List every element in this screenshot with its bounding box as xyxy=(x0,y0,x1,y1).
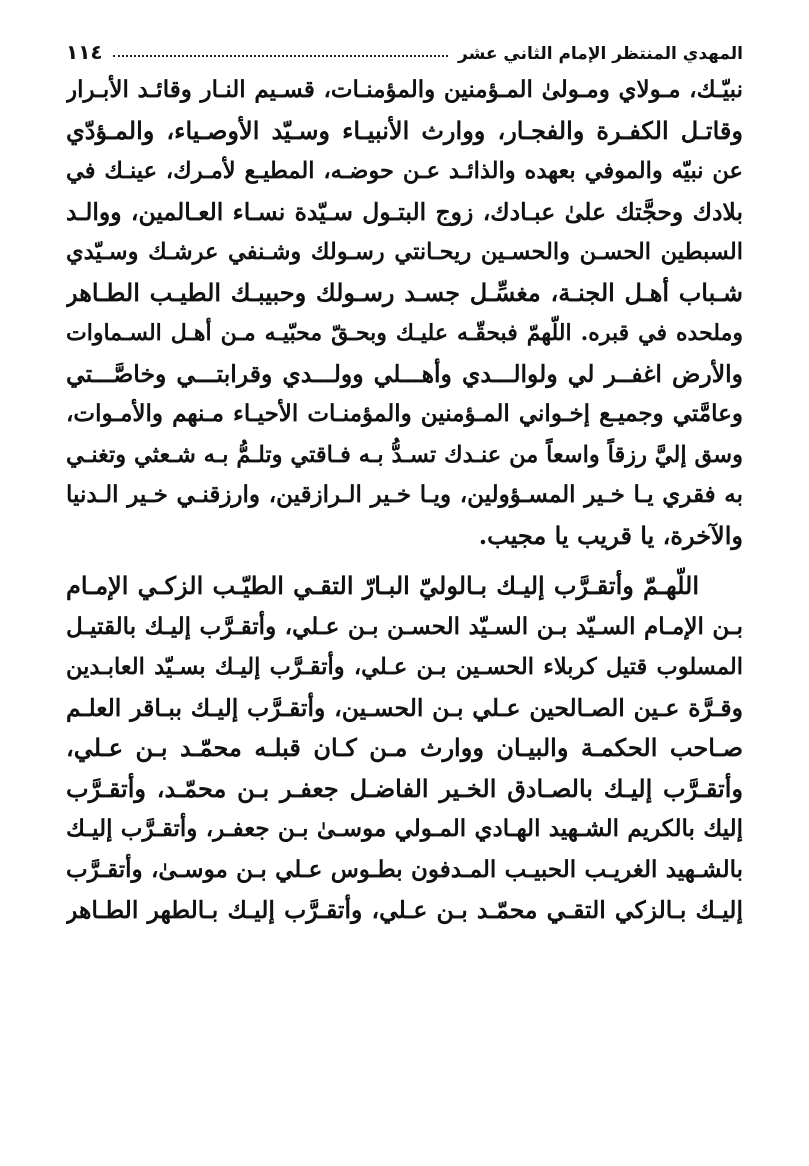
text-line: السبطين الحسـن والحسـين ريحـانتي رسـولك وشـنفي عرشـك وسـيّدي xyxy=(66,239,743,265)
text-line: وسق إليَّ رزقاً واسعاً من عنـدك تسـدُّ بـه فـاقتي وتلـمُّ بـه شـعثي وتغنـي xyxy=(66,441,743,468)
text-line: به فقري يـا خـير المسـؤولين، ويـا خـير الـرازقين، وارزقنـي خـير الـدنيا xyxy=(66,481,743,508)
text-line: بـن الإمـام السـيّد بـن السـيّد الحسـن بـن عـلي، وأتقـرَّب إليـك بالقتيـل xyxy=(66,612,743,640)
text-line: وقاتـل الكفـرة والفجـار، ووارث الأنبيـاء وسـيّد الأوصـياء، والمـؤدّي xyxy=(66,115,743,145)
text-line: والآخرة، يا قريب يا مجيب. xyxy=(478,520,743,550)
text-line: عن نبيّه والموفي بعهده والذائـد عـن حوضـه، المطيـع لأمـرك، عينـك في xyxy=(66,158,743,184)
page-header xyxy=(66,28,743,64)
paragraph-spacer xyxy=(66,556,743,566)
text-line: اللّهـمّ وأتقـرَّب إليـك بـالوليّ البـارّ التقـي الطيّـب الزكـي الإمـام xyxy=(66,571,699,600)
text-line: المسلوب قتيل كربلاء الحسـين بـن عـلي، وأتقـرَّب إليـك بسـيّد العابـدين xyxy=(66,654,743,680)
text-line: إليك بالكريم الشـهيد الهـادي المـولي موسـىٰ بـن جعفـر، وأتقـرَّب إليـك xyxy=(66,815,743,842)
text-line: بالشـهيد الغريـب الحبيـب المـدفون بطـوس عـلي بـن موسـىٰ، وأتقـرَّب xyxy=(66,855,743,883)
text-line: وأتقـرَّب إليـك بالصـادق الخـير الفاضـل جعفـر بـن محمّـد، وأتقـرَّب xyxy=(66,773,743,803)
page-number: ١١٤ xyxy=(66,40,103,64)
text-line: نبيّـك، مـولاي ومـولىٰ المـؤمنين والمؤمنـات، قسـيم النـار وقائـد الأبـرار xyxy=(66,76,743,103)
paragraph-2 xyxy=(66,566,743,931)
paragraph-1 xyxy=(66,70,743,556)
text-line: صـاحب الحكمـة والبيـان ووارث مـن كـان قبلـه محمّـد بـن عـلي، xyxy=(66,733,743,762)
text-line: بلادك وحجَّتك علىٰ عبـادك، زوج البتـول سـيّدة نسـاء العـالمين، ووالـد xyxy=(66,197,743,226)
running-title: المهدي المنتظر الإمام الثاني عشر xyxy=(458,44,743,64)
text-line: شـباب أهـل الجنـة، مغسِّـل جسـد رسـولك وحبيبـك الطيـب الطـاهر xyxy=(66,277,743,307)
text-line: والأرض اغفــر لي ولوالـــدي وأهـــلي وولـــدي وقرابتـــي وخاصَّـــتي xyxy=(66,359,743,388)
text-line: وعامَّتي وجميـع إخـواني المـؤمنين والمؤمنـات الأحيـاء مـنهم والأمـوات، xyxy=(66,400,743,427)
text-line: إليـك بـالزكي التقـي محمّـد بـن عـلي، وأتقـرَّب إليـك بـالطهر الطـاهر xyxy=(66,896,743,924)
dotted-leader xyxy=(113,55,448,57)
text-line: وقـرَّة عـين الصـالحين عـلي بـن الحسـين، وأتقـرَّب إليـك ببـاقر العلـم xyxy=(66,693,743,722)
text-line: وملحده في قبره. اللّهمّ فبحقّـه عليـك وبحـقّ محبّيـه مـن أهـل السـماوات xyxy=(66,320,743,346)
page-body xyxy=(66,70,743,931)
